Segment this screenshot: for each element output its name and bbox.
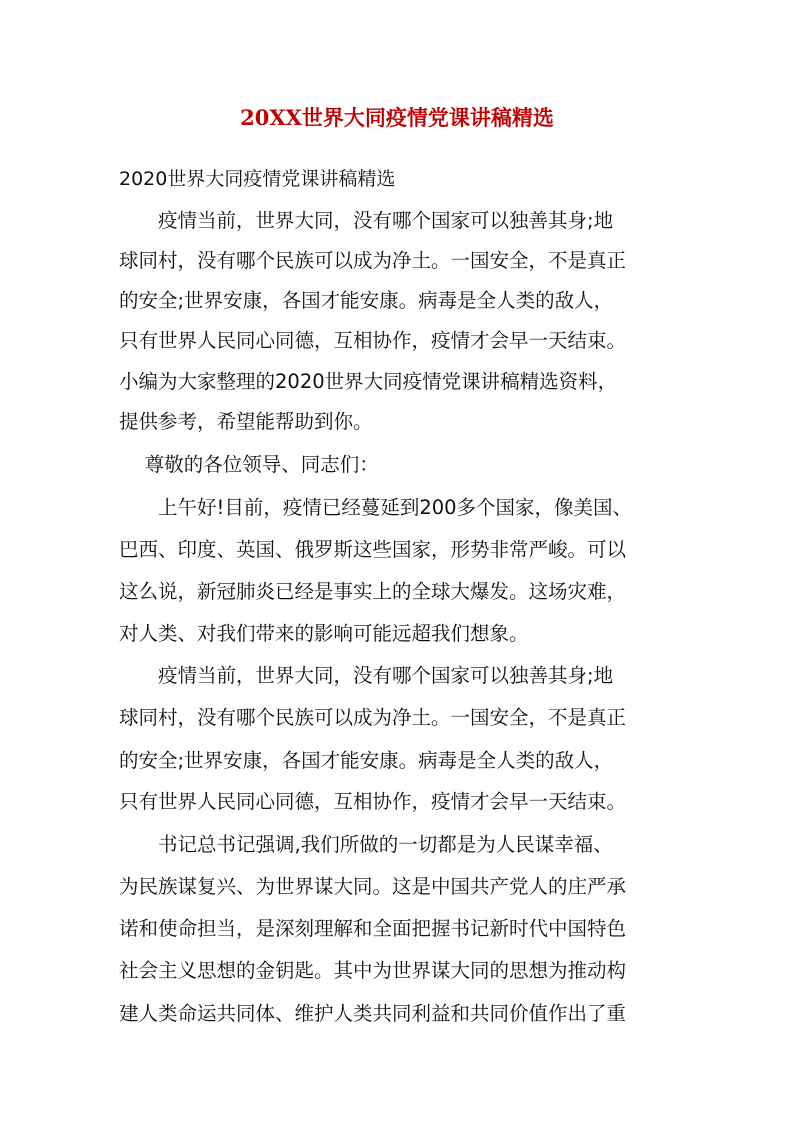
body-line: 的安全;世界安康，各国才能安康。病毒是全人类的敌人， <box>119 749 614 772</box>
body-line: 只有世界人民同心同德，互相协作，疫情才会早一天结束。 <box>119 790 627 813</box>
body-line: 为民族谋复兴、为世界谋大同。这是中国共产党人的庄严承 <box>119 875 627 898</box>
body-line: 对人类、对我们带来的影响可能远超我们想象。 <box>119 622 529 645</box>
body-line: 球同村，没有哪个民族可以成为净土。一国安全，不是真正 <box>119 249 627 272</box>
body-line: 建人类命运共同体、维护人类共同利益和共同价值作出了重 <box>119 1002 627 1025</box>
body-line: 球同村，没有哪个民族可以成为净土。一国安全，不是真正 <box>119 706 627 729</box>
body-line: 书记总书记强调,我们所做的一切都是为人民谋幸福、 <box>119 833 613 856</box>
body-line: 提供参考，希望能帮助到你。 <box>119 410 373 433</box>
body-line: 疫情当前，世界大同，没有哪个国家可以独善其身;地 <box>119 664 614 687</box>
body-line: 的安全;世界安康，各国才能安康。病毒是全人类的敌人， <box>119 289 614 312</box>
body-line: 上午好!目前，疫情已经蔓延到200多个国家，像美国、 <box>119 496 633 519</box>
body-line: 诺和使命担当，是深刻理解和全面把握书记新时代中国特色 <box>119 917 627 940</box>
body-line: 社会主义思想的金钥匙。其中为世界谋大同的思想为推动构 <box>119 959 627 982</box>
body-line: 小编为大家整理的2020世界大同疫情党课讲稿精选资料， <box>119 370 618 393</box>
document-title: 20XX世界大同疫情党课讲稿精选 <box>240 105 554 130</box>
body-line: 尊敬的各位领导、同志们： <box>119 453 379 476</box>
body-line: 只有世界人民同心同德，互相协作，疫情才会早一天结束。 <box>119 329 627 352</box>
document-subtitle: 2020世界大同疫情党课讲稿精选 <box>119 168 396 190</box>
body-line: 疫情当前，世界大同，没有哪个国家可以独善其身;地 <box>119 209 614 232</box>
body-line: 这么说，新冠肺炎已经是事实上的全球大爆发。这场灾难， <box>119 580 627 603</box>
body-line: 巴西、印度、英国、俄罗斯这些国家，形势非常严峻。可以 <box>119 538 627 561</box>
